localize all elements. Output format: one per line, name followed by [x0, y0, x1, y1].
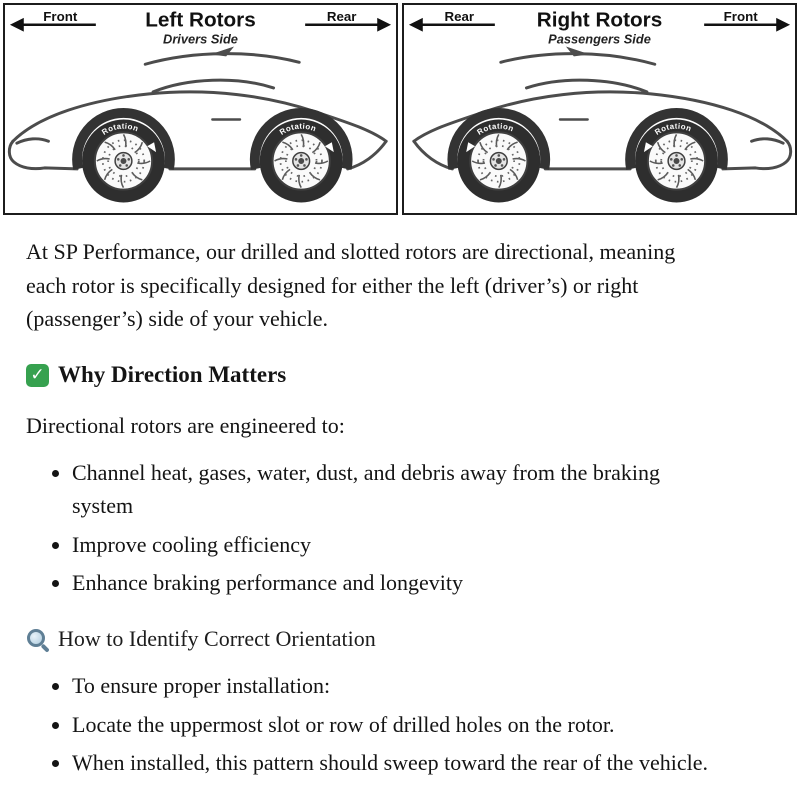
rear-arrow-left: [409, 9, 495, 32]
left-rotors-panel: [3, 3, 398, 215]
rear-arrow-label: Rear: [326, 8, 357, 24]
right-rotors-panel: [402, 3, 797, 215]
bullet-item: • To ensure proper installation:: [72, 669, 720, 702]
why-lead-paragraph: Directional rotors are engineered to:: [26, 412, 345, 438]
why-bullet-list: [26, 456, 774, 600]
article: [0, 215, 800, 807]
magnifier-icon: [26, 627, 50, 651]
car-left-side: [9, 46, 386, 202]
left-panel-subtitle: Drivers Side: [163, 31, 238, 47]
rear-arrow-right: [305, 9, 391, 32]
bullet-item: • Enhance braking performance and longevity: [72, 566, 720, 599]
arrow-head-right-icon: [776, 18, 790, 32]
arrow-head-right-icon: [377, 18, 391, 32]
right-panel-subtitle: Passengers Side: [548, 31, 651, 47]
right-panel-title: Right Rotors: [536, 8, 663, 32]
bullet-item: • Channel heat, gases, water, dust, and debris away from the braking system: [72, 456, 720, 523]
intro-paragraph: At SP Performance, our drilled and slotted rotors are directional, meaning each rotor is specifically designed for either the left (driver’s) or right (passenger’s) side of your vehicle.: [26, 239, 676, 332]
heading-text: Why Direction Matters: [58, 361, 287, 387]
front-arrow-label: Front: [43, 8, 78, 24]
section-heading-identify-orientation: [26, 622, 774, 655]
car-right-side: [414, 46, 791, 202]
section-heading-why-direction-matters: [26, 358, 774, 393]
identify-bullet-list: [26, 669, 774, 779]
arrow-head-left-icon: [409, 18, 423, 32]
bullet-item: • Locate the uppermost slot or row of drilled holes on the rotor.: [72, 708, 720, 741]
rotation-label-front: Rotation: [100, 121, 140, 137]
rotation-label-rear: Rotation: [475, 121, 516, 137]
rear-arrow-label: Rear: [444, 8, 475, 24]
rotation-label-rear: Rotation: [277, 121, 318, 137]
heading-text: How to Identify Correct Orientation: [58, 625, 376, 651]
rotor-direction-diagram: [0, 0, 800, 215]
front-arrow-left: [10, 9, 96, 32]
bullet-item: • Improve cooling efficiency: [72, 528, 720, 561]
left-panel-title: Left Rotors: [145, 8, 256, 32]
check-icon: [26, 364, 49, 387]
front-arrow-label: Front: [723, 8, 758, 24]
bullet-item: • When installed, this pattern should sweep toward the rear of the vehicle.: [72, 746, 720, 779]
front-arrow-right: [704, 9, 790, 32]
arrow-head-left-icon: [10, 18, 24, 32]
rotation-label-front: Rotation: [653, 121, 693, 137]
